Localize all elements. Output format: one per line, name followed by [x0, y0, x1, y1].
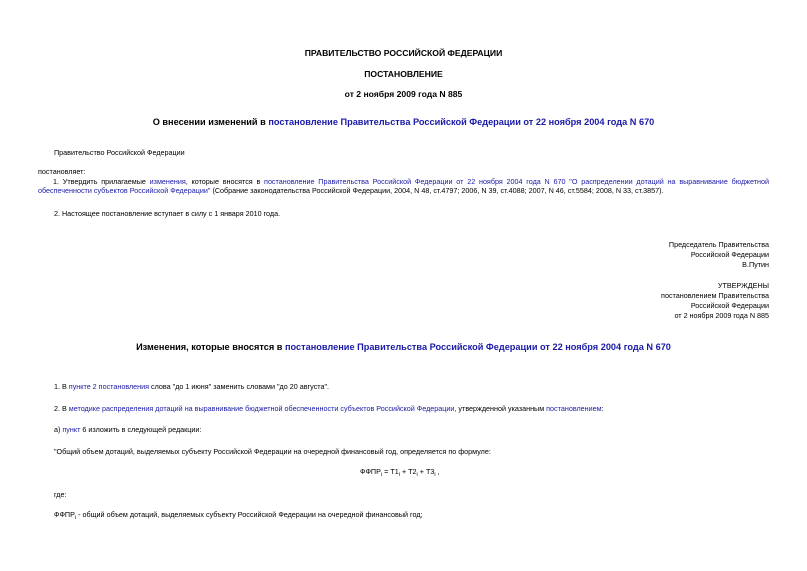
doc-type-heading: ПОСТАНОВЛЕНИЕ: [364, 69, 443, 79]
change-2-link-methodology[interactable]: методике распределения дотаций на выравнивание бюджетной обеспеченности субъектов Российской Федерации: [68, 404, 455, 413]
formula-sub-t3: i: [434, 472, 436, 478]
change-2-text-c: :: [601, 404, 604, 413]
approved-line-2: постановлением Правительства: [661, 291, 769, 300]
changes-title-prefix: Изменения, которые вносятся в: [136, 342, 285, 352]
change-1: [54, 382, 329, 391]
definition-sub: i: [74, 515, 77, 521]
decides: постановляет:: [38, 167, 86, 176]
definition-text: - общий объем дотаций, выделяемых субъекту Российской Федерации на очередной финансовый год;: [76, 510, 423, 519]
where-label: где:: [54, 490, 67, 499]
definition: [54, 510, 423, 523]
formula-sub-t2: i: [416, 472, 418, 478]
change-2a: [54, 425, 201, 434]
change-2a-text-a: а): [54, 425, 63, 434]
item-1-link-changes[interactable]: изменения: [149, 177, 186, 186]
definition-symbol: ФФПР: [54, 510, 75, 519]
change-2-text-b: , утвержденной указанным: [454, 404, 547, 413]
changes-title-link[interactable]: постановление Правительства Российской Федерации от 22 ноября 2004 года N 670: [284, 342, 671, 352]
org-heading: ПРАВИТЕЛЬСТВО РОССИЙСКОЙ ФЕДЕРАЦИИ: [304, 48, 503, 58]
item-1: [38, 177, 769, 195]
signature-line-2: Российской Федерации: [690, 250, 769, 259]
doc-date: от 2 ноября 2009 года N 885: [344, 89, 463, 99]
item-1-text-b: , которые вносятся в: [185, 177, 265, 186]
formula-lhs: ФФПР: [360, 467, 381, 476]
change-2a-link[interactable]: пункт: [62, 425, 81, 434]
formula-end: ,: [435, 467, 440, 476]
title-prefix: О внесении изменений в: [152, 117, 269, 127]
signature-line-1: Председатель Правительства: [668, 240, 769, 249]
formula-t1: = Т1: [382, 467, 399, 476]
formula: [360, 467, 440, 480]
item-1-text-a: 1. Утвердить прилагаемые: [53, 177, 150, 186]
change-1-text-a: 1. В: [54, 382, 69, 391]
title-link[interactable]: постановление Правительства Российской Федерации от 22 ноября 2004 года N 670: [268, 117, 655, 127]
item-2: 2. Настоящее постановление вступает в силу с 1 января 2010 года.: [54, 209, 281, 218]
issuer: Правительство Российской Федерации: [54, 148, 185, 157]
approved-line-1: УТВЕРЖДЕНЫ: [717, 281, 769, 290]
quote-text: "Общий объем дотаций, выделяемых субъекту Российской Федерации на очередной финансовый год, определяется по формуле:: [54, 447, 491, 456]
change-1-link[interactable]: пункте 2 постановления: [68, 382, 150, 391]
document-title: [0, 117, 807, 127]
change-1-text-b: слова "до 1 июня" заменить словами "до 20 августа".: [149, 382, 330, 391]
approved-line-3: Российской Федерации: [690, 301, 769, 310]
change-2: [54, 404, 604, 413]
changes-title: [0, 342, 807, 352]
signature-name: В.Путин: [742, 260, 769, 269]
formula-t2: + Т2: [399, 467, 417, 476]
formula-t3: + Т3: [417, 467, 435, 476]
change-2a-text-b: 6 изложить в следующей редакции:: [80, 425, 202, 434]
formula-sub-lhs: i: [380, 472, 383, 478]
item-1-link-resolution[interactable]: постановление Правительства Российской Федерации от 22 ноября 2004 года N 670 "О распределении дотаций на выравнивание бюджетной обеспеченности субъектов Российской Федерации": [38, 177, 769, 195]
change-2-link-resolution[interactable]: постановлением: [546, 404, 602, 413]
change-2-text-a: 2. В: [54, 404, 69, 413]
approved-line-4: от 2 ноября 2009 года N 885: [674, 311, 769, 320]
formula-sub-t1: i: [398, 472, 400, 478]
item-1-text-c: (Собрание законодательства Российской Федерации, 2004, N 48, ст.4797; 2006, N 39, ст.4088; 2007, N 46, ст.5584; 2008, N 33, ст.3857).: [210, 186, 664, 195]
